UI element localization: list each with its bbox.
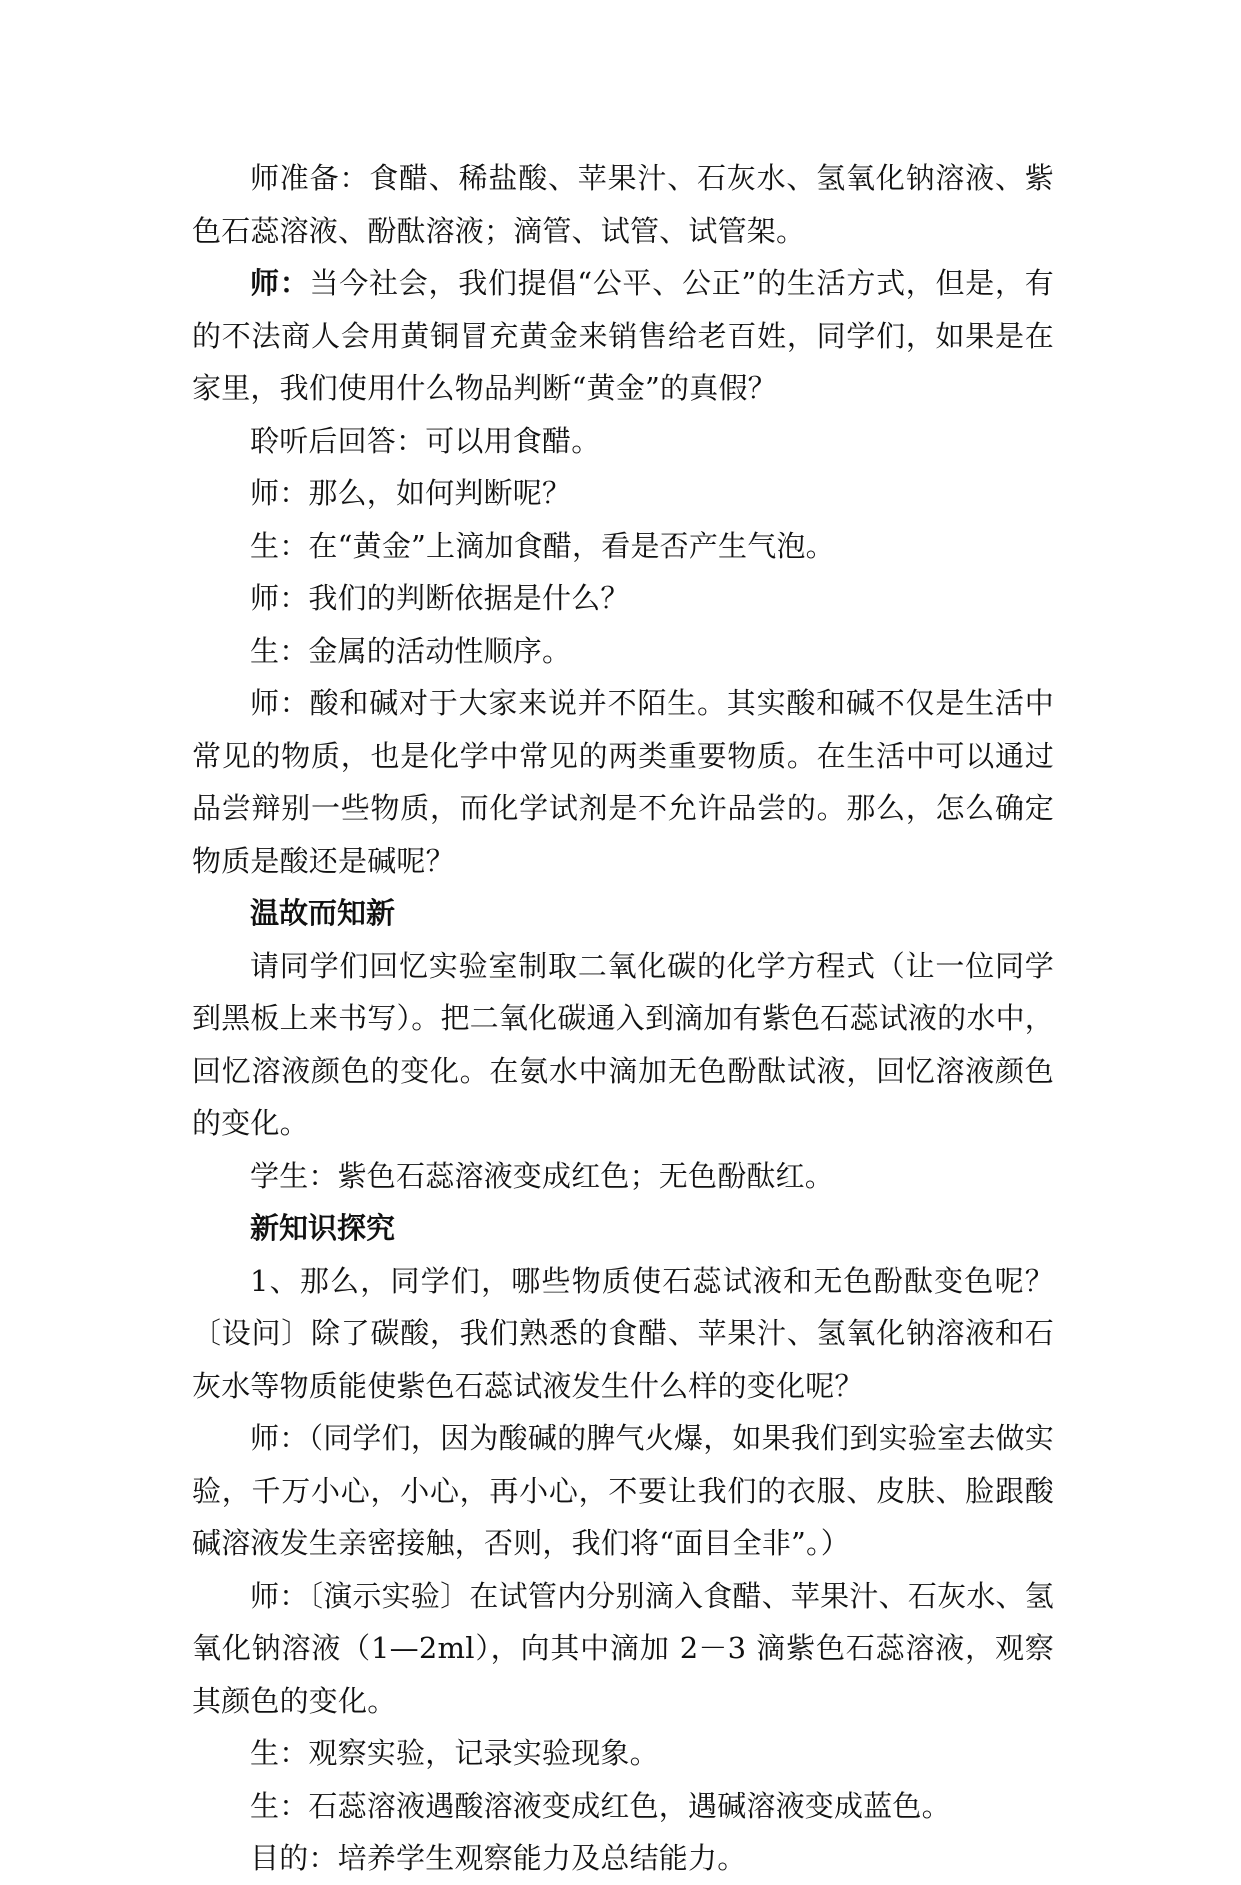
- section-heading-review: 温故而知新: [250, 896, 396, 930]
- paragraph-demonstration: 师：〔演示实验〕在试管内分别滴入食醋、苹果汁、石灰水、氢氧化钠溶液（1—2ml），向其中滴加 2－3 滴紫色石蕊溶液，观察其颜色的变化。: [192, 1578, 1054, 1718]
- speech-text: 当今社会，我们提倡“公平、公正”的生活方式，但是，有的不法商人会用黄铜冒充黄金来销售给老百姓，同学们，如果是在家里，我们使用什么物品判断“黄金”的真假？: [192, 266, 1054, 405]
- paragraph-teacher-intro: [192, 257, 1054, 415]
- speaker-label: 师：: [250, 266, 310, 300]
- paragraph-review-task: 请同学们回忆实验室制取二氧化碳的化学方程式（让一位同学到黑板上来书写）。把二氧化碳通入到滴加有紫色石蕊试液的水中，回忆溶液颜色的变化。在氨水中滴加无色酚酞试液，回忆溶液颜色的变化。: [192, 948, 1054, 1140]
- section-heading-new-knowledge: 新知识探究: [250, 1211, 396, 1245]
- paragraph-question: 1、那么，同学们，哪些物质使石蕊试液和无色酚酞变色呢？〔设问〕除了碳酸，我们熟悉的食醋、苹果汁、氢氧化钠溶液和石灰水等物质能使紫色石蕊试液发生什么样的变化呢？: [192, 1263, 1054, 1403]
- paragraph-purpose: 目的：培养学生观察能力及总结能力。: [250, 1841, 747, 1875]
- document-body: [192, 152, 1054, 1885]
- paragraph-student-answer: 学生：紫色石蕊溶液变成红色；无色酚酞红。: [250, 1158, 835, 1193]
- paragraph-student-observation: 生：观察实验，记录实验现象。: [250, 1736, 659, 1770]
- paragraph-teacher-preparation: 师准备：食醋、稀盐酸、苹果汁、石灰水、氢氧化钠溶液、紫色石蕊溶液、酚酞溶液；滴管、试管、试管架。: [192, 161, 1054, 248]
- paragraph-student-answer: 生：在“黄金”上滴加食醋，看是否产生气泡。: [250, 528, 835, 563]
- paragraph-teacher-warning: 师：（同学们，因为酸碱的脾气火爆，如果我们到实验室去做实验，千万小心，小心，再小心，不要让我们的衣服、皮肤、脸跟酸碱溶液发生亲密接触，否则，我们将“面目全非”。）: [192, 1421, 1054, 1560]
- paragraph-student-conclusion: 生：石蕊溶液遇酸溶液变成红色，遇碱溶液变成蓝色。: [250, 1788, 951, 1823]
- paragraph-teacher-question: 师：那么，如何判断呢？: [250, 476, 572, 510]
- paragraph-student-answer: 生：金属的活动性顺序。: [250, 633, 572, 668]
- paragraph-teacher-explanation: 师：酸和碱对于大家来说并不陌生。其实酸和碱不仅是生活中常见的物质，也是化学中常见的两类重要物质。在生活中可以通过品尝辩别一些物质，而化学试剂是不允许品尝的。那么，怎么确定物质是酸还是碱呢？: [192, 686, 1054, 878]
- paragraph-teacher-question: 师：我们的判断依据是什么？: [250, 581, 630, 615]
- paragraph-answer: 聆听后回答：可以用食醋。: [250, 423, 601, 458]
